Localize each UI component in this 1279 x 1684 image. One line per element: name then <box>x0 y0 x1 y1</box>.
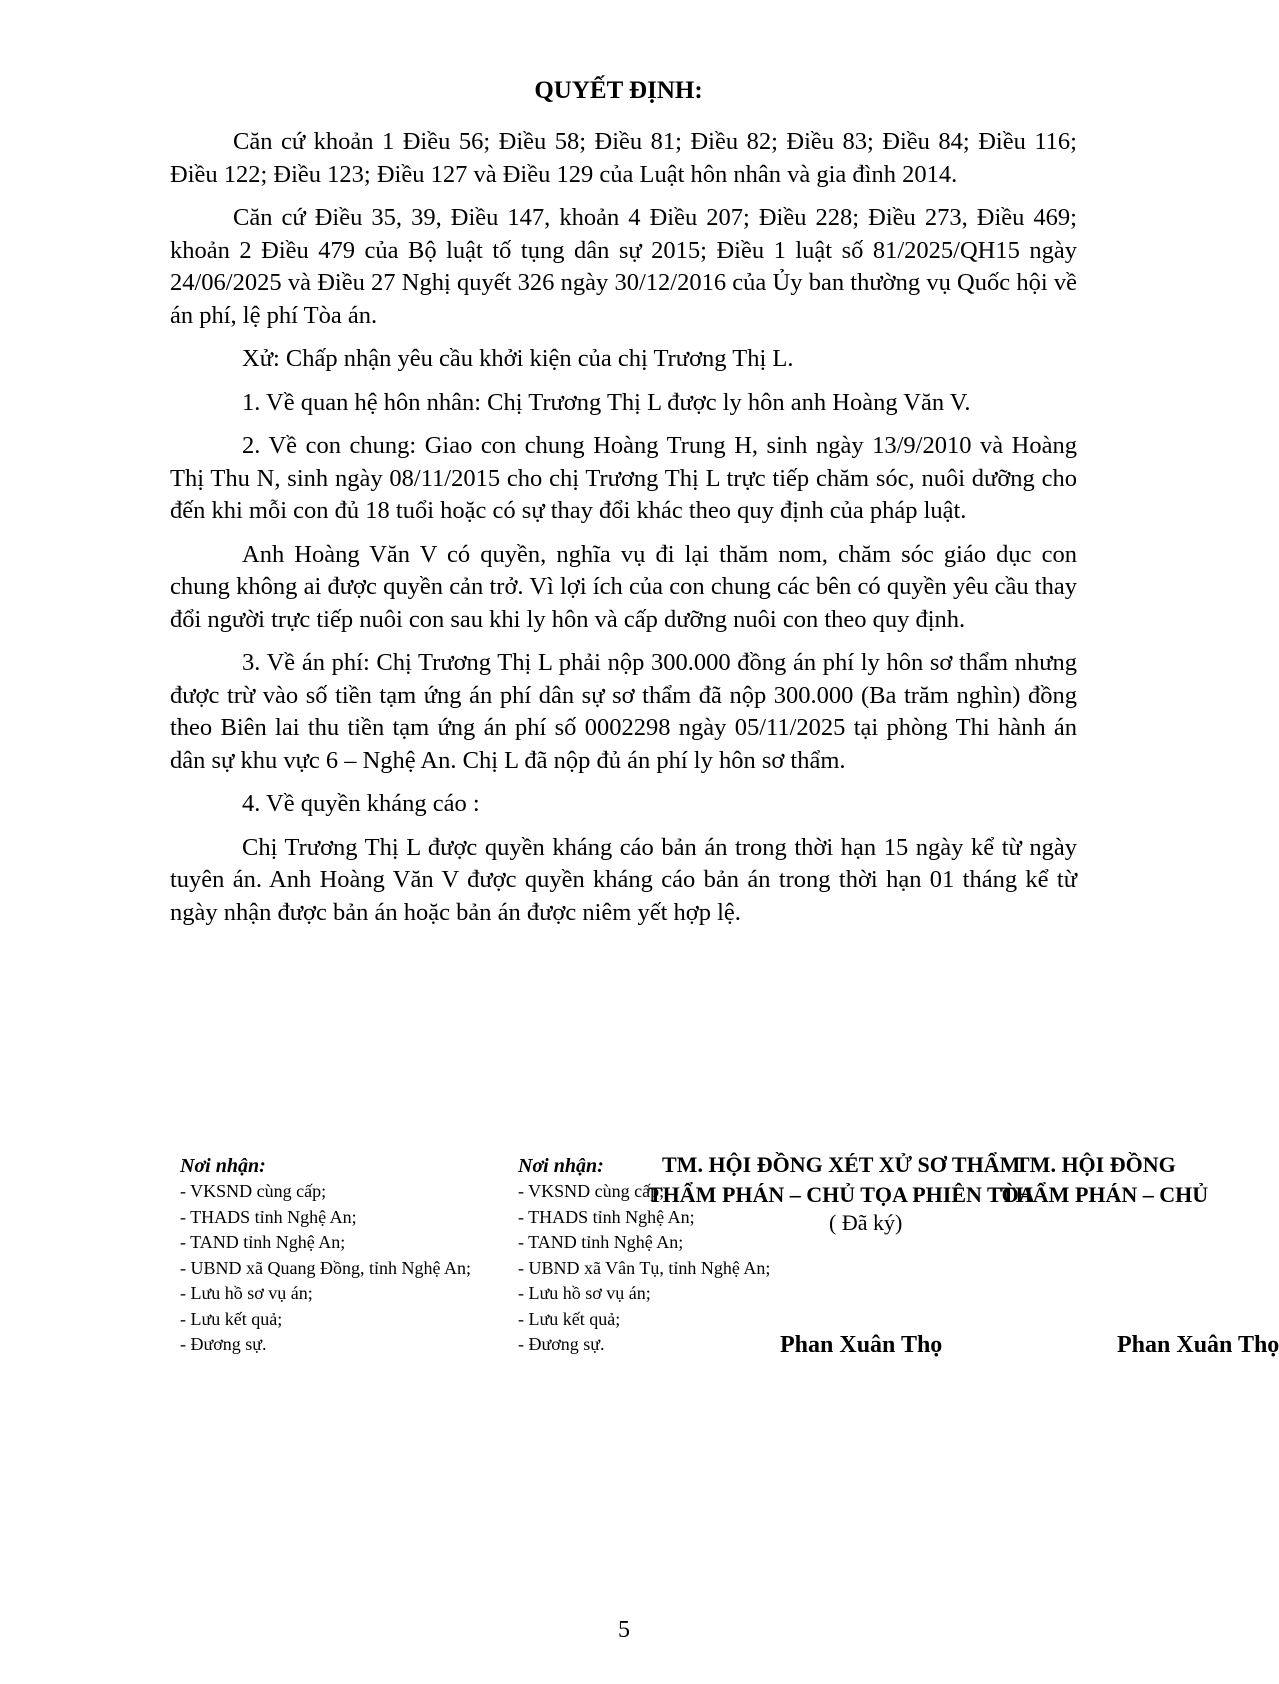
signature-block-1 <box>648 1150 1035 1210</box>
signer-name-1: Phan Xuân Thọ <box>780 1332 943 1358</box>
signature-title-line1: TM. HỘI ĐỒNG XÉT XỬ SƠ THẨM <box>662 1152 1021 1177</box>
recipient-item: - VKSND cùng cấp; <box>180 1181 327 1201</box>
recipient-item: - Lưu kết quả; <box>180 1308 283 1329</box>
signature-title-line2: THẨM PHÁN – CHỦ <box>1001 1182 1209 1207</box>
signer-name-2: Phan Xuân Thọ <box>1117 1332 1279 1358</box>
decision-body <box>170 126 1077 940</box>
paragraph-court-fee: 3. Về án phí: Chị Trương Thị L phải nộp 300.000 đồng án phí ly hôn sơ thẩm nhưng được trừ vào số tiền tạm ứng án phí dân sự sơ thẩm đã nộp 300.000 (Ba trăm nghìn) đồng theo Biên lai thu tiền tạm ứng án phí số 0002298 ngày 05/11/2025 tại phòng Thi hành án dân sự khu vực 6 – Nghệ An. Chị L đã nộp đủ án phí ly hôn sơ thẩm. <box>170 649 1077 774</box>
recipient-item: - THADS tỉnh Nghệ An; <box>518 1206 695 1227</box>
page-number: 5 <box>618 1617 630 1643</box>
recipients-title: Nơi nhận: <box>180 1155 266 1177</box>
paragraph-visitation: Anh Hoàng Văn V có quyền, nghĩa vụ đi lại thăm nom, chăm sóc giáo dục con chung không ai được quyền cản trở. Vì lợi ích của con chung các bên có quyền yêu cầu thay đổi người trực tiếp nuôi con sau khi ly hôn và cấp dưỡng nuôi con theo quy định. <box>170 540 1077 633</box>
signature-title-line1: TM. HỘI ĐỒNG <box>1015 1152 1176 1177</box>
recipient-item: - Lưu kết quả; <box>518 1308 621 1329</box>
recipients-list-a <box>180 1153 471 1358</box>
document-title: QUYẾT ĐỊNH: <box>534 77 703 104</box>
recipient-item: - TAND tỉnh Nghệ An; <box>180 1232 346 1252</box>
recipient-item: - UBND xã Vân Tụ, tỉnh Nghệ An; <box>518 1257 771 1278</box>
signed-note: ( Đã ký) <box>829 1210 903 1235</box>
signature-block-2 <box>1001 1150 1209 1210</box>
paragraph-legal-basis-2: Căn cứ Điều 35, 39, Điều 147, khoản 4 Điều 207; Điều 228; Điều 273, Điều 469; khoản 2 Điều 479 của Bộ luật tố tụng dân sự 2015; Điều 1 luật số 81/2025/QH15 ngày 24/06/2025 và Điều 27 Nghị quyết 326 ngày 30/12/2016 của Ủy ban thường vụ Quốc hội về án phí, lệ phí Tòa án. <box>170 204 1077 329</box>
recipient-item: - TAND tỉnh Nghệ An; <box>518 1232 684 1252</box>
recipient-item: - Đương sự. <box>180 1334 267 1354</box>
paragraph-appeal-rights: Chị Trương Thị L được quyền kháng cáo bản án trong thời hạn 15 ngày kể từ ngày tuyên án. Anh Hoàng Văn V được quyền kháng cáo bản án trong thời hạn 01 tháng kể từ ngày nhận được bản án hoặc bản án được niêm yết hợp lệ. <box>170 833 1077 926</box>
recipients-title: Nơi nhận: <box>518 1155 604 1177</box>
paragraph-children: 2. Về con chung: Giao con chung Hoàng Trung H, sinh ngày 13/9/2010 và Hoàng Thị Thu N, sinh ngày 08/11/2015 cho chị Trương Thị L trực tiếp chăm sóc, nuôi dưỡng cho đến khi mỗi con đủ 18 tuổi hoặc có sự thay đổi khác theo quy định của pháp luật. <box>170 432 1077 524</box>
paragraph-marriage: 1. Về quan hệ hôn nhân: Chị Trương Thị L được ly hôn anh Hoàng Văn V. <box>242 388 971 416</box>
paragraph-ruling: Xử: Chấp nhận yêu cầu khởi kiện của chị Trương Thị L. <box>242 345 794 372</box>
paragraph-appeal-heading: 4. Về quyền kháng cáo : <box>242 790 480 817</box>
recipient-item: - Đương sự. <box>518 1334 605 1354</box>
recipient-item: - VKSND cùng cấp; <box>518 1181 665 1201</box>
paragraph-legal-basis-1: Căn cứ khoản 1 Điều 56; Điều 58; Điều 81; Điều 82; Điều 83; Điều 84; Điều 116; Điều 122; Điều 123; Điều 127 và Điều 129 của Luật hôn nhân và gia đình 2014. <box>170 128 1077 188</box>
recipient-item: - THADS tỉnh Nghệ An; <box>180 1206 357 1227</box>
recipient-item: - UBND xã Quang Đồng, tỉnh Nghệ An; <box>180 1257 471 1278</box>
recipient-item: - Lưu hồ sơ vụ án; <box>180 1283 313 1303</box>
recipient-item: - Lưu hồ sơ vụ án; <box>518 1283 651 1303</box>
signature-title-line2: THẨM PHÁN – CHỦ TỌA PHIÊN TÒA <box>648 1182 1035 1207</box>
